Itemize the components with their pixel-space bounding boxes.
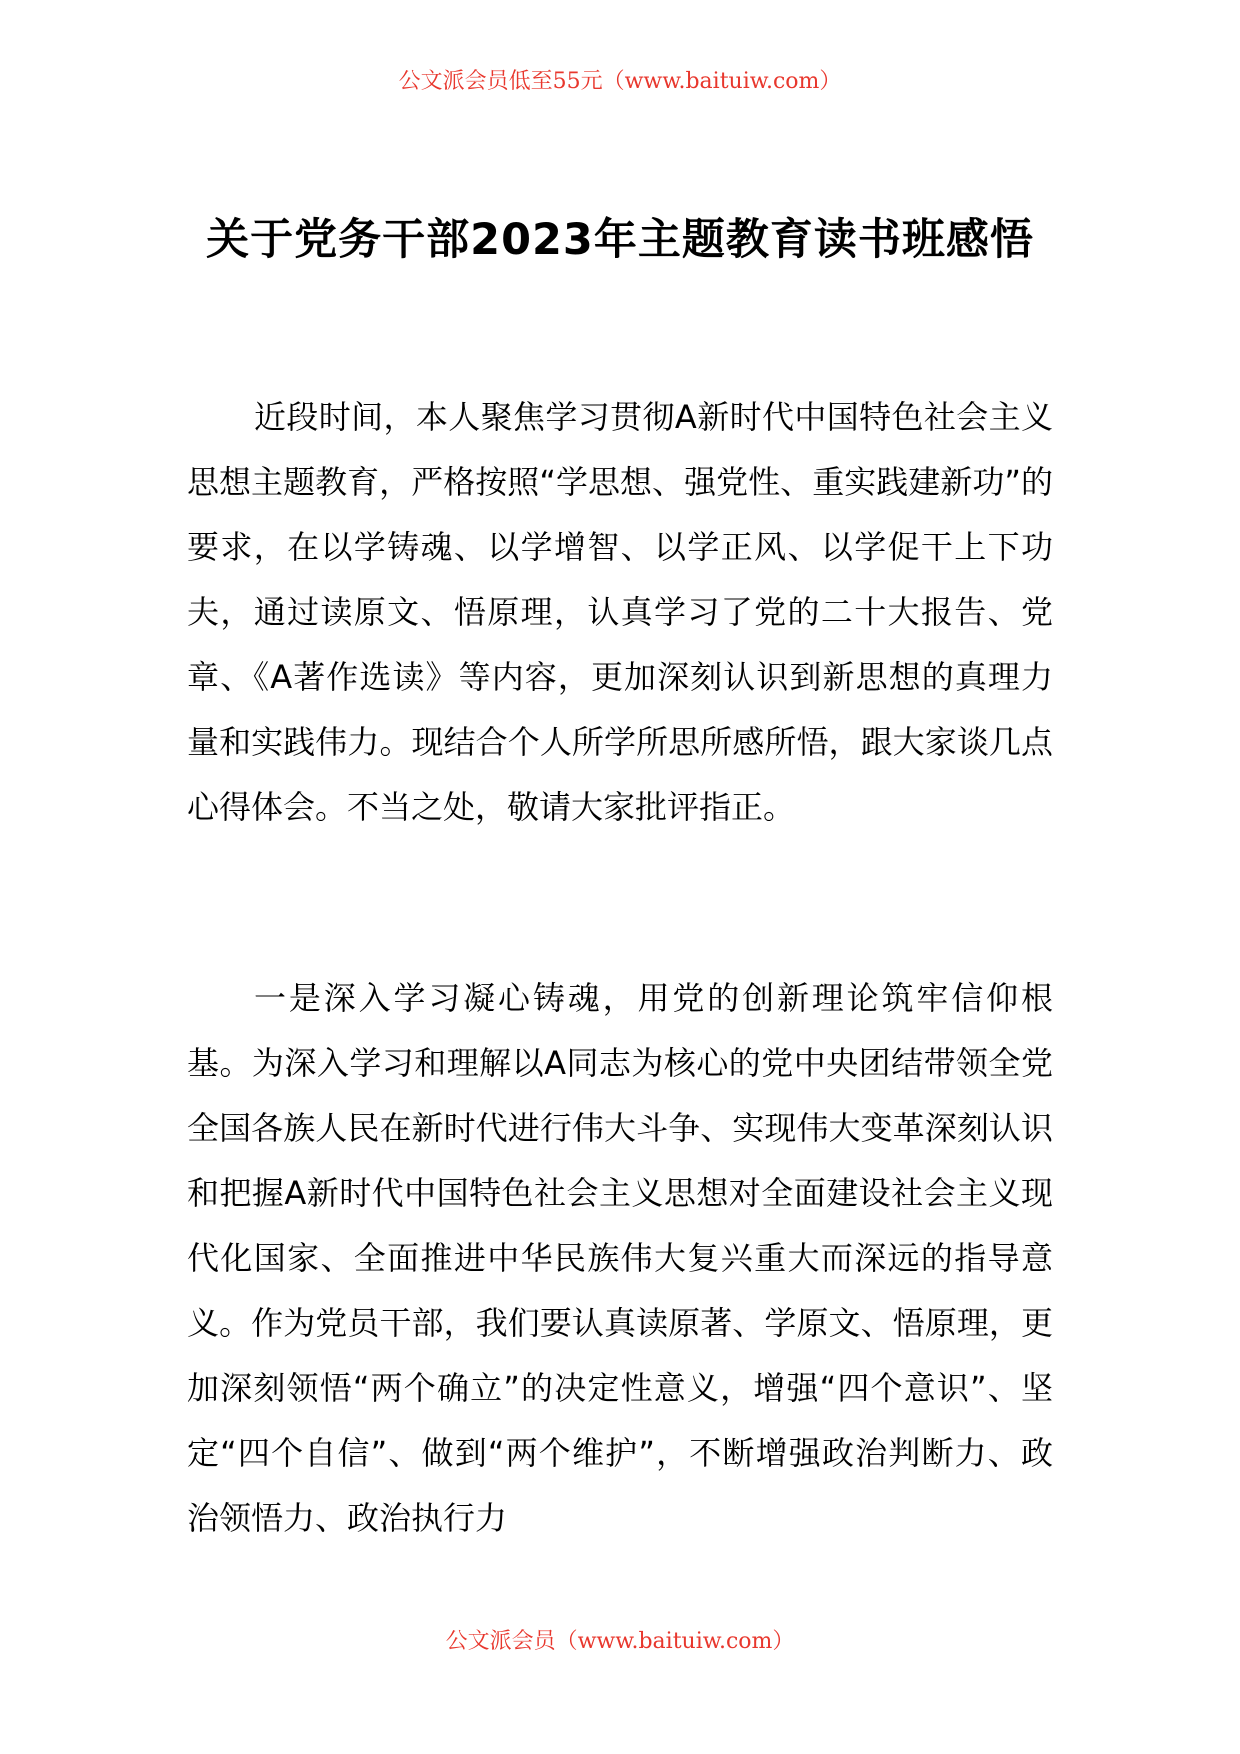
footer-banner[interactable]: 公文派会员（www.baituiw.com）: [445, 1629, 795, 1654]
body-paragraph: 近段时间，本人聚焦学习贯彻A新时代中国特色社会主义思想主题教育，严格按照“学思想、强党性、重实践建新功”的要求，在以学铸魂、以学增智、以学正风、以学促干上下功夫，通过读原文、悟原理，认真学习了党的二十大报告、党章、《A著作选读》等内容，更加深刻认识到新思想的真理力量和实践伟力。现结合个人所学所思所感所悟，跟大家谈几点心得体会。不当之处，敬请大家批评指正。: [187, 398, 1053, 826]
body-paragraph: 一是深入学习凝心铸魂，用党的创新理论筑牢信仰根基。为深入学习和理解以A同志为核心的党中央团结带领全党全国各族人民在新时代进行伟大斗争、实现伟大变革深刻认识和把握A新时代中国特色社会主义思想对全面建设社会主义现代化国家、全面推进中华民族伟大复兴重大而深远的指导意义。作为党员干部，我们要认真读原著、学原文、悟原理，更加深刻领悟“两个确立”的决定性意义，增强“四个意识”、坚定“四个自信”、做到“两个维护”，不断增强政治判断力、政治领悟力、政治执行力: [187, 979, 1053, 1537]
header-banner[interactable]: 公文派会员低至55元（www.baituiw.com）: [398, 69, 842, 94]
document-title: 关于党务干部2023年主题教育读书班感悟: [206, 215, 1034, 265]
